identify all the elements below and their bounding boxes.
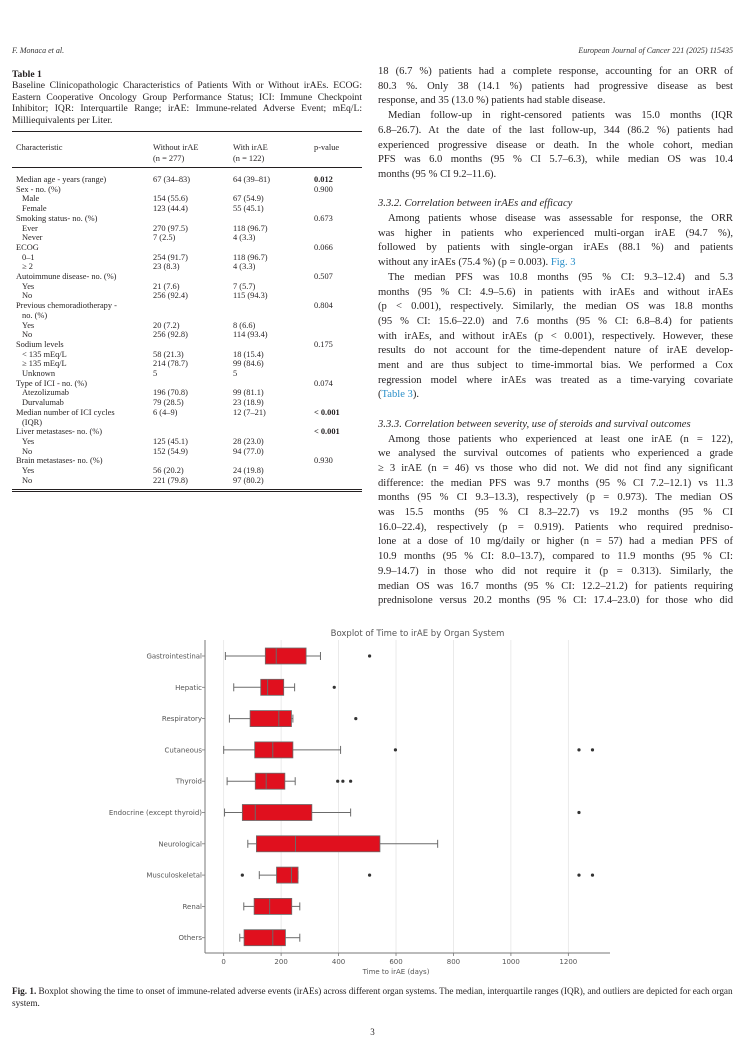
cell-without-irae: 154 (55.6) — [153, 194, 188, 204]
text-line: Among those patients who experienced at least one irAE (n = 122), — [388, 433, 733, 445]
text-line: 9.9–14.7) in those who did not require it (p = 0.313). Similarly, the — [378, 565, 733, 577]
table-row — [12, 418, 362, 428]
table-row — [12, 447, 362, 457]
text-line: (p < 0.001), respectively. Similarly, the median OS was 18.8 months — [378, 301, 733, 313]
row-label: Sodium levels — [16, 339, 64, 349]
y-tick-label: Neurological — [158, 840, 202, 849]
text-segment: without any irAEs (75.4 %) (p = 0.003). — [378, 257, 551, 269]
table-header-rule — [12, 167, 362, 168]
iqr-box — [250, 711, 291, 727]
text-line: The median PFS was 10.8 months (95 % CI: 9.3–12.4) and 5.3 — [388, 271, 733, 283]
cell-without-irae: 23 (8.3) — [153, 262, 180, 272]
row-label: (IQR) — [22, 417, 43, 427]
cell-p-value: 0.175 — [314, 339, 333, 349]
cell-p-value: 0.900 — [314, 184, 333, 194]
col-header-n: (n = 122) — [233, 154, 265, 163]
running-header-journal: European Journal of Cancer 221 (2025) 115435 — [578, 46, 733, 55]
table-row — [12, 214, 362, 224]
figure-caption — [12, 986, 733, 1009]
cell-with-irae: 118 (96.7) — [233, 252, 268, 262]
table-row — [12, 398, 362, 408]
running-header-authors: F. Monaca et al. — [12, 46, 65, 55]
x-tick-label: 600 — [389, 958, 403, 966]
text-line: Among patients whose disease was assessable for response, the ORR — [388, 213, 733, 224]
cell-without-irae: 79 (28.5) — [153, 398, 184, 408]
x-tick-label: 200 — [274, 958, 288, 966]
text-segment: ). — [412, 389, 420, 401]
table-row — [12, 340, 362, 350]
cell-p-value: 0.673 — [314, 213, 333, 223]
text-line: ≥ 3 irAE (n = 46) vs those who did not. We did not find any significant — [378, 462, 733, 474]
row-label: ≥ 2 — [22, 262, 33, 272]
table-row — [12, 359, 362, 369]
text-line: 6.8–26.7). At the date of the last follow-up, 344 (86.2 %) patients had — [378, 124, 733, 136]
table-row — [12, 427, 362, 437]
cell-without-irae: 196 (70.8) — [153, 388, 188, 398]
row-label: Median age - years (range) — [16, 175, 107, 184]
row-label: Brain metastases- no. (%) — [16, 456, 103, 466]
outlier-point — [577, 748, 580, 751]
table-caption-text: Baseline Clinicopathologic Characteristics of Patients With or Without irAEs. ECOG: Eastern Cooperative Oncology Group Performance Status; ICI: Immune Checkpoint Inhibitor; IQR: Interquartile Range; irAE: Immune-related Adverse Event; mEq/L: Milliequivalents per Liter. — [12, 80, 362, 126]
row-label: Durvalumab — [22, 398, 64, 408]
cell-without-irae: 67 (34–83) — [153, 175, 190, 184]
table-row — [12, 437, 362, 447]
text-segment: ( — [378, 389, 382, 401]
iqr-box — [256, 836, 380, 852]
row-label: No — [22, 330, 33, 340]
cross-reference-link[interactable]: Fig. 3 — [550, 257, 576, 269]
cell-with-irae: 99 (81.1) — [233, 388, 264, 398]
cell-without-irae: 152 (54.9) — [153, 446, 188, 456]
row-label: ≥ 135 mEq/L — [22, 359, 67, 369]
y-tick-label: Musculoskeletal — [146, 871, 202, 880]
cell-p-value: 0.930 — [314, 456, 333, 466]
text-line: months (95 % CI: 4.9–5.6) in patients with irAEs and without irAEs — [378, 286, 733, 298]
row-label: Smoking status- no. (%) — [16, 213, 98, 223]
row-label: Yes — [22, 320, 35, 330]
outlier-point — [368, 654, 371, 657]
iqr-box — [255, 742, 293, 758]
col-header: With irAE — [233, 143, 268, 152]
outlier-point — [577, 811, 580, 814]
cell-without-irae: 254 (91.7) — [153, 252, 188, 262]
row-label: Yes — [22, 466, 35, 475]
col-header: Without irAE — [153, 143, 199, 152]
text-line: was higher in patients who experienced multi-organ irAE (94.7 %), — [378, 227, 733, 239]
table-row — [12, 321, 362, 331]
table-top-rule — [12, 131, 362, 132]
row-label: Previous chemoradiotherapy - — [16, 301, 117, 311]
text-line: ment and are thus subject to time-immortal bias. We performed a Cox — [378, 360, 733, 371]
row-label: Female — [22, 204, 47, 214]
cell-with-irae: 55 (45.1) — [233, 204, 264, 214]
text-line: months (95 % CI 9.2–11.6). — [378, 168, 497, 180]
text-line: Median follow-up in right-censored patients was 15.0 months (IQR — [388, 110, 733, 122]
table-row — [12, 224, 362, 234]
table-row — [12, 204, 362, 214]
cell-with-irae: 114 (93.4) — [233, 330, 268, 340]
cell-without-irae: 125 (45.1) — [153, 436, 188, 446]
table-row — [12, 194, 362, 204]
iqr-box — [244, 930, 285, 946]
table-bottom-rule — [12, 491, 362, 492]
table-header-row-1 — [12, 143, 362, 153]
table-row — [12, 476, 362, 486]
cell-without-irae: 6 (4–9) — [153, 407, 178, 417]
table-row — [12, 379, 362, 389]
outlier-point — [341, 780, 344, 783]
cell-with-irae: 97 (80.2) — [233, 475, 264, 485]
cell-with-irae: 8 (6.6) — [233, 320, 256, 330]
iqr-box — [255, 773, 285, 789]
text-line: we analysed the survival outcomes of patients who experienced a grade — [378, 448, 733, 460]
cell-p-value: < 0.001 — [314, 407, 340, 417]
table-label: Table 1 — [12, 69, 42, 80]
text-line: (95 % CI: 15.6–22.0) and 7.6 months (95 % CI: 6.8–8.4) for patients — [378, 315, 733, 327]
x-tick-label: 800 — [446, 958, 461, 966]
text-line: regression model where irAEs was treated as a time-varying covariate — [378, 374, 733, 386]
row-label: no. (%) — [22, 310, 48, 320]
cell-without-irae: 7 (2.5) — [153, 233, 176, 243]
table-row — [12, 408, 362, 418]
cell-with-irae: 24 (19.8) — [233, 466, 264, 475]
row-label: < 135 mEq/L — [22, 349, 67, 359]
cell-with-irae: 18 (15.4) — [233, 349, 264, 359]
outlier-point — [591, 874, 594, 877]
y-tick-label: Respiratory — [161, 715, 202, 724]
row-label: Median number of ICI cycles — [16, 407, 115, 417]
row-label: Ever — [22, 223, 38, 233]
cell-p-value: 0.074 — [314, 378, 333, 388]
text-line: months (95 % CI 9.3–13.3), respectively (p = 0.973). The median OS — [378, 492, 733, 504]
text-line: with irAEs, and without irAEs (p < 0.001), respectively. However, these — [378, 330, 733, 342]
row-label: ECOG — [16, 242, 39, 252]
cell-with-irae: 115 (94.3) — [233, 291, 268, 301]
row-label: 0–1 — [22, 252, 35, 262]
col-header-n: (n = 277) — [153, 154, 185, 163]
y-tick-label: Hepatic — [175, 683, 202, 692]
text-line: 18 (6.7 %) patients had a complete response, accounting for an ORR of — [378, 66, 733, 77]
cell-without-irae: 58 (21.3) — [153, 349, 184, 359]
table-row — [12, 301, 362, 311]
table-row — [12, 311, 362, 321]
x-tick-label: 1200 — [559, 958, 578, 966]
cell-with-irae: 118 (96.7) — [233, 223, 268, 233]
cell-with-irae: 67 (54.9) — [233, 194, 264, 204]
x-tick-label: 400 — [331, 958, 346, 966]
cell-with-irae: 4 (3.3) — [233, 262, 256, 272]
cell-without-irae: 221 (79.8) — [153, 475, 188, 485]
table-row — [12, 291, 362, 301]
boxplot-figure — [0, 620, 745, 980]
text-line: was 15.5 months (95 % CI 8.3–22.7) vs 19.2 months (95 % CI — [378, 507, 733, 518]
y-tick-label: Endocrine (except thyroid) — [108, 809, 202, 817]
cell-without-irae: 56 (20.2) — [153, 466, 184, 475]
cell-p-value: 0.507 — [314, 272, 333, 281]
table-row — [12, 466, 362, 476]
cell-p-value: < 0.001 — [314, 427, 340, 437]
table-row — [12, 175, 362, 185]
cell-without-irae: 123 (44.4) — [153, 204, 188, 214]
row-label: Liver metastases- no. (%) — [16, 427, 103, 437]
table-caption — [12, 69, 362, 126]
text-line: lone at a dose of 10 mg/daily or higher (n = 57) had a median PFS of — [378, 536, 733, 548]
cell-p-value: 0.804 — [314, 301, 333, 311]
cell-without-irae: 256 (92.8) — [153, 330, 188, 340]
row-label: Yes — [22, 436, 35, 446]
text-line: followed by patients with single-organ irAEs (88.1 %) and patients — [378, 242, 733, 254]
chart-title: Boxplot of Time to irAE by Organ System — [330, 629, 505, 639]
iqr-box — [254, 898, 292, 914]
y-tick-label: Cutaneous — [164, 746, 202, 755]
text-line — [378, 256, 733, 271]
text-line: PFS was 6.0 months (95 % CI 5.7–6.3), while median OS was 10.4 — [378, 154, 733, 166]
col-header: Characteristic — [16, 143, 63, 152]
table-header-row-2 — [12, 154, 362, 164]
text-line: 10.9 months (95 % CI: 8.0–13.7), compared to 11.9 months (95 % CI: — [378, 551, 733, 563]
text-line — [378, 388, 733, 403]
iqr-box — [265, 648, 306, 664]
outlier-point — [333, 686, 336, 689]
row-label: Autoimmune disease- no. (%) — [16, 272, 117, 281]
cell-without-irae: 21 (7.6) — [153, 281, 180, 291]
cell-with-irae: 12 (7–21) — [233, 407, 266, 417]
outlier-point — [336, 780, 339, 783]
page-number: 3 — [370, 1027, 375, 1037]
row-label: Atezolizumab — [22, 388, 69, 398]
y-tick-label: Renal — [182, 902, 202, 911]
section-heading: 3.3.3. Correlation between severity, use of steroids and survival outcomes — [378, 418, 691, 430]
y-tick-label: Others — [178, 934, 202, 943]
row-label: No — [22, 446, 33, 456]
table-row — [12, 185, 362, 195]
cross-reference-link[interactable]: Table 3 — [381, 389, 413, 401]
text-line: difference: the median PFS was 9.7 months (95 % CI 7.2–12.1) vs 11.3 — [378, 477, 733, 489]
table-row — [12, 253, 362, 263]
table-row — [12, 350, 362, 360]
y-tick-label: Gastrointestinal — [146, 652, 202, 661]
outlier-point — [591, 748, 594, 751]
cell-with-irae: 7 (5.7) — [233, 281, 256, 291]
section-heading: 3.3.2. Correlation between irAEs and efficacy — [378, 198, 573, 210]
row-label: Sex - no. (%) — [16, 184, 61, 194]
outlier-point — [368, 874, 371, 877]
col-header: p-value — [314, 143, 340, 152]
row-label: Unknown — [22, 369, 56, 378]
table-row — [12, 369, 362, 379]
outlier-point — [394, 748, 397, 751]
cell-with-irae: 99 (84.6) — [233, 359, 264, 369]
table-row — [12, 456, 362, 466]
table-bottom-rule — [12, 489, 362, 490]
text-line: median OS was 16.7 months (95 % CI: 12.2–21.2) for patients requiring — [378, 580, 733, 592]
figure-label: Fig. 1. — [12, 986, 37, 996]
cell-without-irae: 270 (97.5) — [153, 223, 188, 233]
iqr-box — [277, 867, 299, 883]
cell-with-irae: 4 (3.3) — [233, 233, 256, 243]
cell-p-value: 0.066 — [314, 242, 333, 252]
x-tick-label: 1000 — [501, 958, 520, 966]
text-line: response, and 35 (13.0 %) patients had stable disease. — [378, 95, 606, 107]
row-label: No — [22, 291, 33, 301]
cell-with-irae: 23 (18.9) — [233, 398, 264, 408]
row-label: No — [22, 475, 33, 485]
outlier-point — [349, 780, 352, 783]
iqr-box — [242, 805, 312, 821]
cell-without-irae: 5 — [153, 369, 158, 378]
row-label: Never — [22, 233, 43, 243]
table-row — [12, 243, 362, 253]
text-line: 80.3 %. Only 38 (14.1 %) patients had progressive disease as best — [378, 80, 733, 92]
text-line: experienced progressive disease or death. In the whole cohort, median — [378, 139, 733, 151]
text-line: results do not account for the time-dependent nature of irAE develop- — [378, 345, 733, 357]
x-axis-label: Time to irAE (days) — [362, 968, 430, 976]
table-row — [12, 262, 362, 272]
cell-p-value: 0.012 — [314, 175, 333, 184]
table-row — [12, 233, 362, 243]
iqr-box — [261, 679, 284, 695]
cell-with-irae: 64 (39–81) — [233, 175, 270, 184]
cell-without-irae: 20 (7.2) — [153, 320, 180, 330]
table-row — [12, 272, 362, 282]
table-row — [12, 330, 362, 340]
y-tick-label: Thyroid — [175, 777, 202, 786]
outlier-point — [577, 874, 580, 877]
table-row — [12, 282, 362, 292]
x-tick-label: 0 — [221, 958, 226, 966]
cell-with-irae: 5 — [233, 369, 238, 378]
outlier-point — [241, 874, 244, 877]
text-line: prednisolone versus 20.2 months (95 % CI: 17.4–23.0) for those who did — [378, 595, 733, 607]
cell-with-irae: 94 (77.0) — [233, 446, 264, 456]
text-line: 16.0–22.4), respectively (p = 0.919). Patients who required predniso- — [378, 521, 733, 533]
figure-caption-text: Boxplot showing the time to onset of immune-related adverse events (irAEs) across different organ systems. The median, interquartile ranges (IQR), and outliers are depicted for each organ system. — [12, 986, 733, 1008]
cell-without-irae: 256 (92.4) — [153, 291, 188, 301]
outlier-point — [354, 717, 357, 720]
cell-without-irae: 214 (78.7) — [153, 359, 188, 369]
row-label: Yes — [22, 281, 35, 291]
table-row — [12, 388, 362, 398]
row-label: Male — [22, 194, 40, 204]
row-label: Type of ICI - no. (%) — [16, 378, 88, 388]
cell-with-irae: 28 (23.0) — [233, 436, 264, 446]
